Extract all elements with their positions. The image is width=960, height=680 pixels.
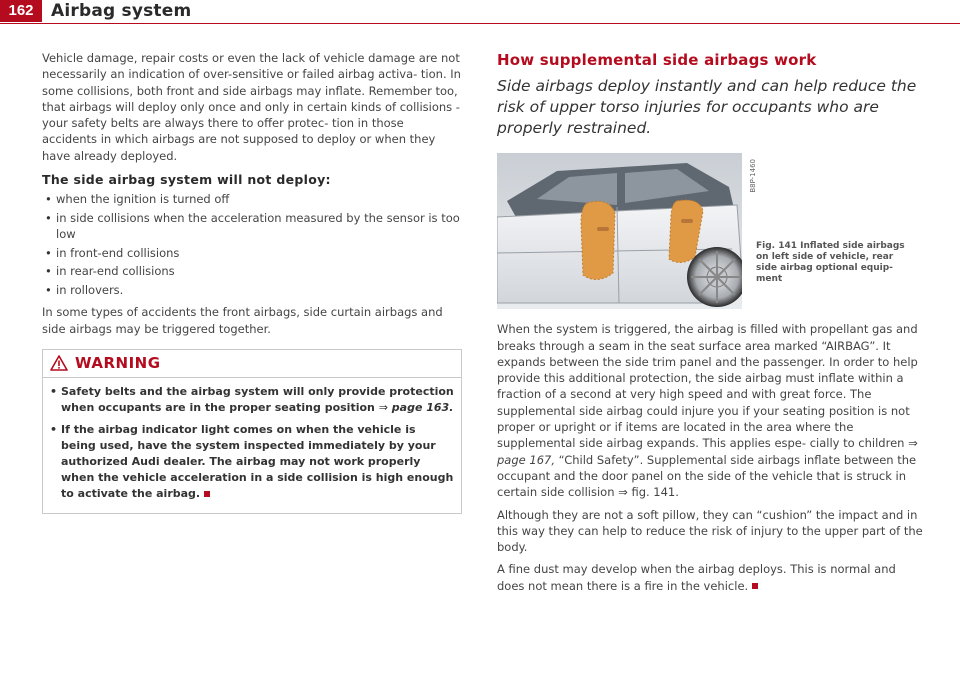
- chapter-title: Airbag system: [51, 1, 192, 21]
- page-reference-link[interactable]: page 167,: [497, 452, 555, 467]
- intro-paragraph: Vehicle damage, repair costs or even the lack of vehicle damage are not necessarily an indication of over-sensitive or failed airbag activa- tion. In some collisions, both front and side airbags may inflate. Remember too, that airbags will deploy only once and only in certain kinds of collisions - your safety belts are always there to offer protec- tion in those accidents in which airbags are not supposed to deploy or when they have already deployed.: [42, 51, 461, 163]
- closing-paragraph: In some types of accidents the front airbags, side curtain airbags and side airbags may be triggered together.: [42, 305, 443, 336]
- header-rule: [0, 23, 960, 24]
- page-header: [0, 0, 960, 24]
- end-mark: [204, 491, 210, 497]
- non-deploy-heading: The side airbag system will not deploy:: [42, 172, 331, 188]
- page-number: 162: [0, 0, 42, 22]
- warning-box: [42, 349, 462, 514]
- non-deploy-list: [42, 191, 462, 298]
- section-title: How supplemental side airbags work: [497, 51, 817, 69]
- list-item: • in side collisions when the acceleration measured by the sensor is too low: [42, 210, 462, 243]
- body-paragraph: [497, 561, 925, 594]
- body-text: A fine dust may develop when the airbag deploys. This is normal and does not mean there is a fire in the vehicle.: [497, 562, 896, 593]
- section-lead: Side airbags deploy instantly and can help reduce the risk of upper torso injuries for occupants who are properly restrained.: [497, 77, 917, 138]
- list-item: • in rear-end collisions: [42, 263, 462, 279]
- warning-item-text: If the airbag indicator light comes on when the vehicle is being used, have the system inspected immediately by your authorized Audi dealer. The airbag may not work properly when the vehicle acceleration in a side collision is high enough to activate the airbag.: [61, 422, 454, 500]
- car-side-airbags-illustration: [497, 153, 742, 309]
- warning-body: [43, 378, 461, 513]
- warning-item: [50, 384, 454, 416]
- figure-caption: Fig. 141 Inflated side airbags on left side of vehicle, rear side airbag optional equip- ment: [756, 241, 905, 285]
- right-column: [497, 50, 925, 600]
- reference-arrow: ⇒: [908, 436, 918, 451]
- list-item: • in rollovers.: [42, 282, 462, 298]
- list-item: • when the ignition is turned off: [42, 191, 462, 207]
- warning-title: WARNING: [75, 354, 161, 373]
- figure-row: [497, 153, 925, 313]
- figure-reference-link[interactable]: ⇒ fig. 141.: [618, 485, 679, 500]
- reference-arrow: ⇒: [378, 400, 388, 414]
- figure-side-airbags: [497, 153, 742, 309]
- figure-code: B8P-1460: [749, 159, 757, 193]
- body-paragraph: [497, 321, 925, 500]
- warning-triangle-icon: [50, 355, 68, 371]
- body-text: When the system is triggered, the airbag is filled with propellant gas and breaks through a seam in the seat surface area marked “AIRBAG”. It expands between the side trim panel and the passenger. In order to help provide this additional protection, the side airbag must inflate within a fraction of a second at very high speed and with great force. The supplemental side airbag could injure you if your seating position is not proper or upright or if items are located in the area where the supplemental side airbag expands. This applies espe- cially to children: [497, 322, 918, 451]
- body-paragraph: Although they are not a soft pillow, they can “cushion” the impact and in this way they can help to reduce the risk of injury to the upper part of the body.: [497, 507, 923, 555]
- list-item: • in front-end collisions: [42, 245, 462, 261]
- end-mark: [752, 583, 758, 589]
- page-reference-link[interactable]: page 163.: [391, 400, 454, 414]
- warning-item: [50, 422, 454, 502]
- warning-item-text: Safety belts and the airbag system will only provide protection when occupants are in the proper seating position: [61, 384, 454, 414]
- left-column: [42, 50, 462, 514]
- warning-header: [43, 350, 461, 378]
- body-text: “Child Safety”. Supplemental side airbags inflate between the occupant and the door panel on the side of the vehicle that is struck in certain side collision: [497, 452, 917, 500]
